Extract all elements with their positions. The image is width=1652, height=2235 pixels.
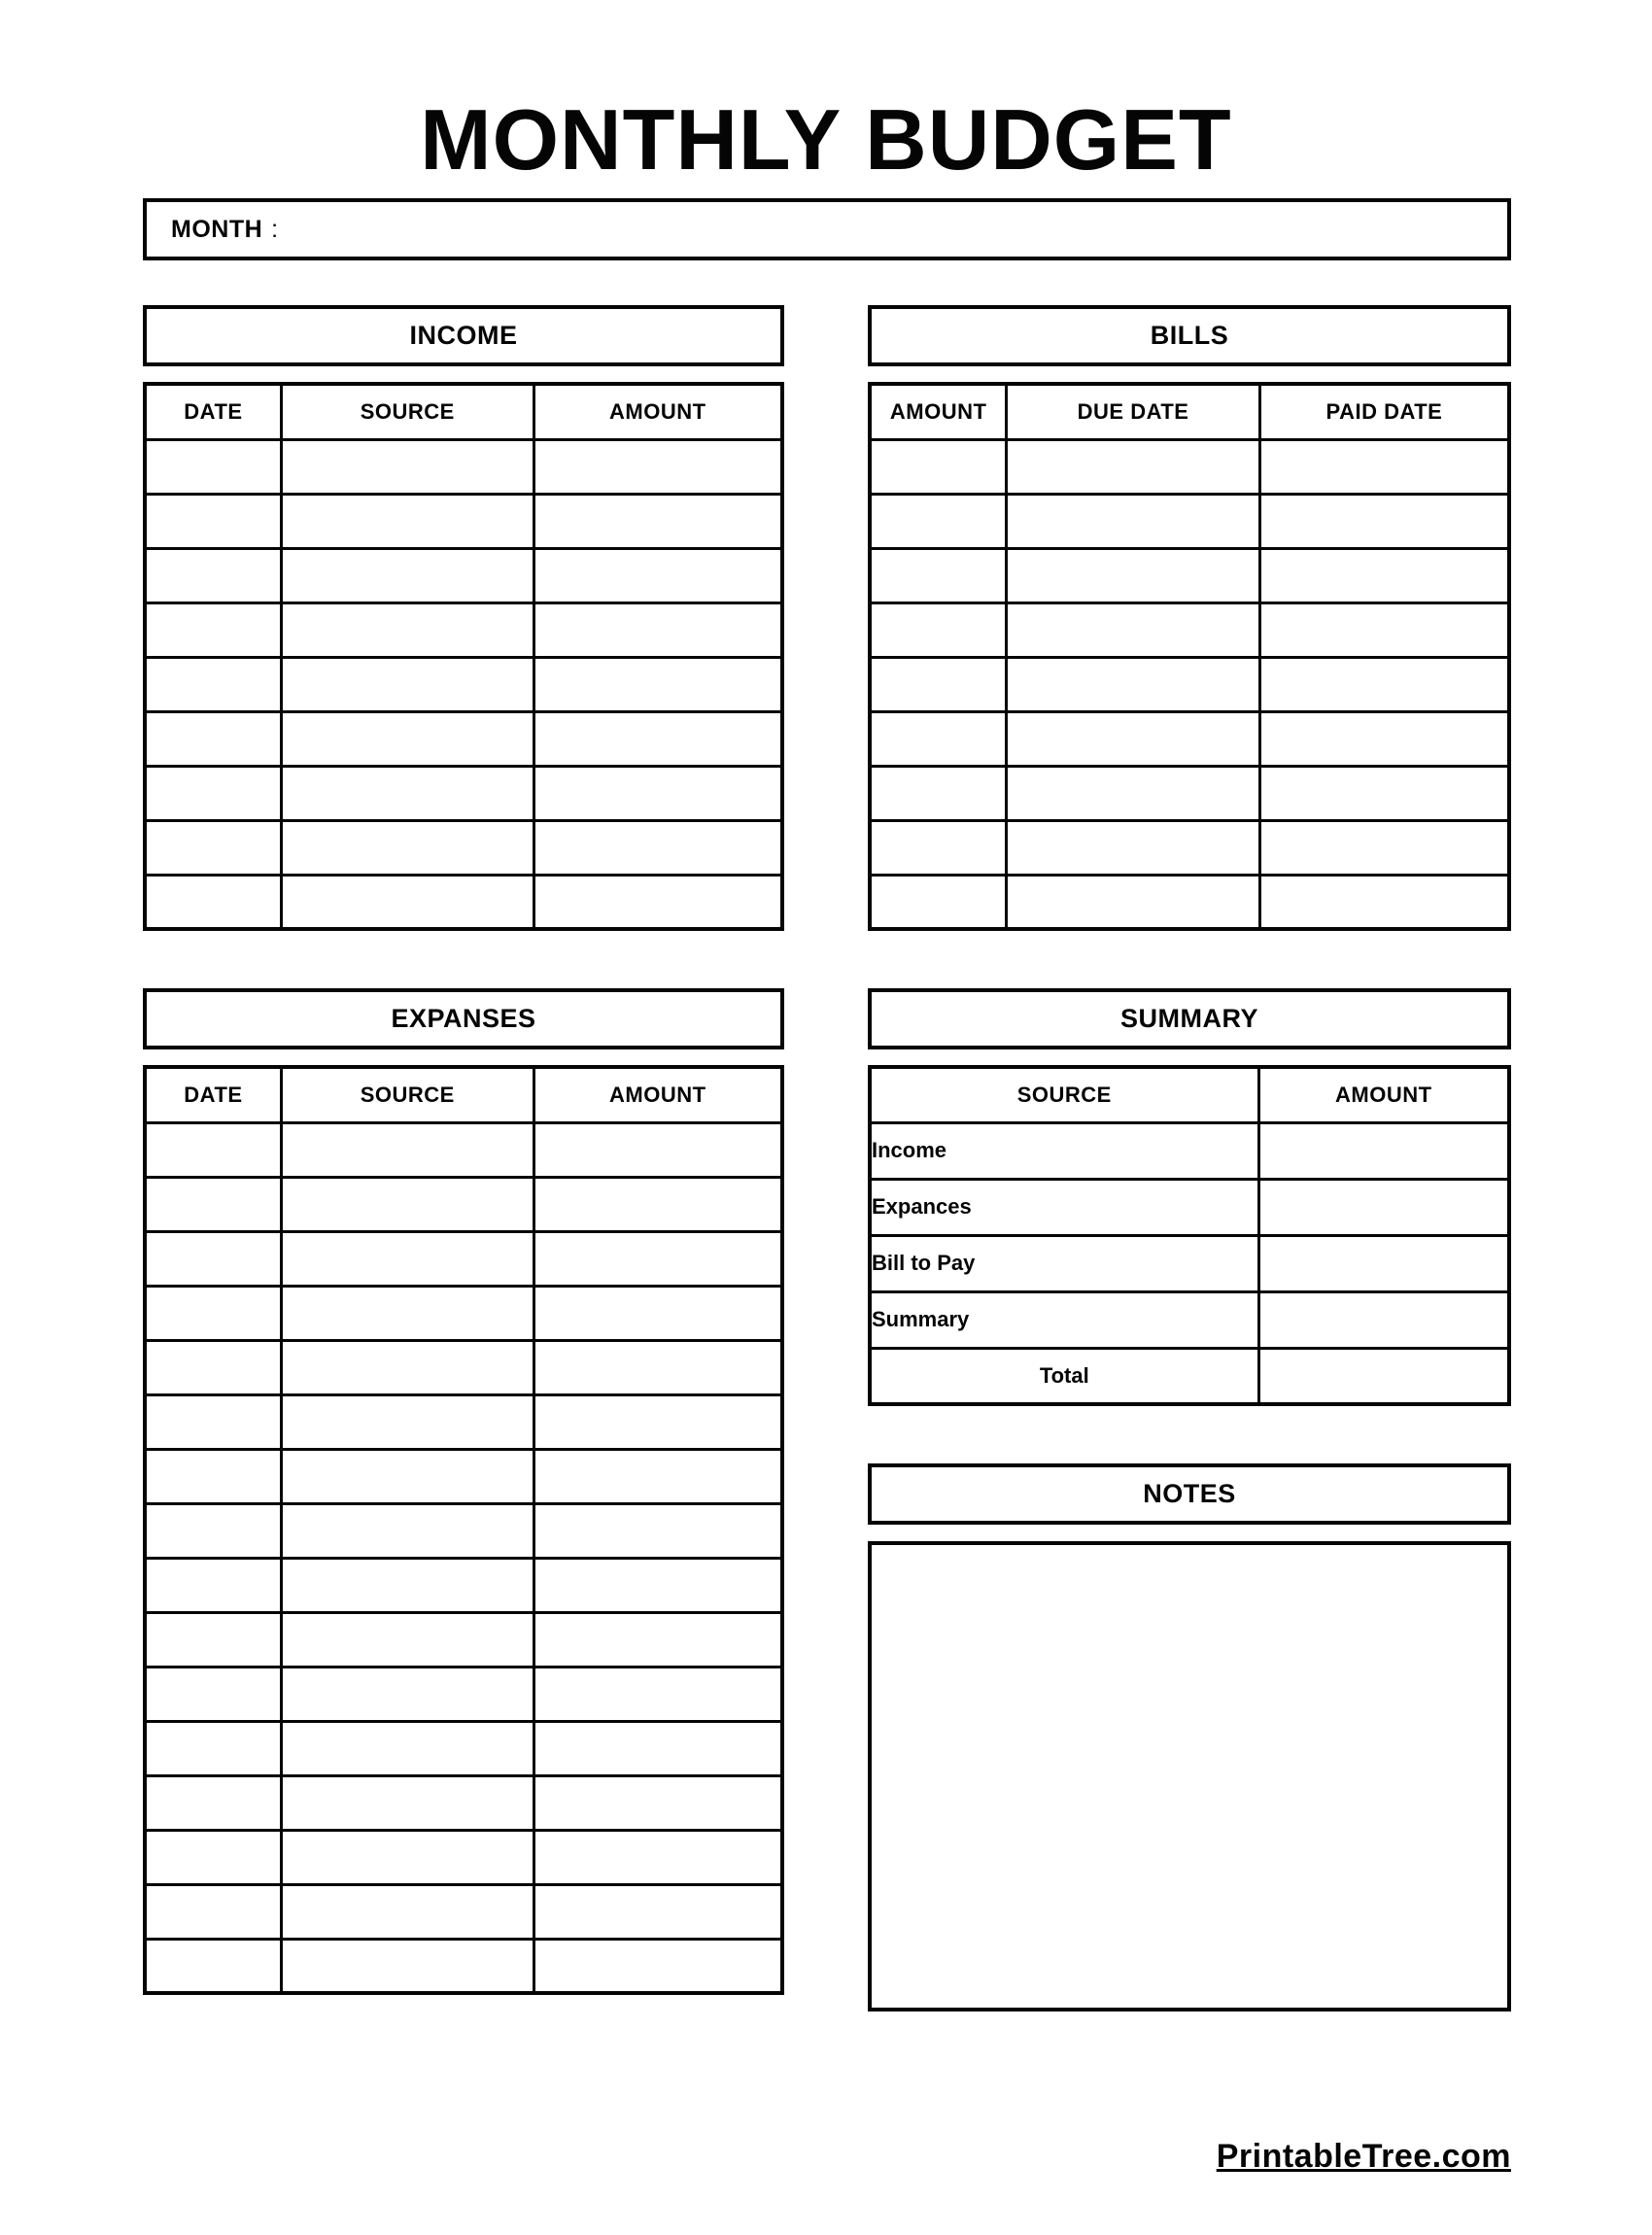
income-empty-row — [145, 494, 782, 548]
bills-cell-amount — [870, 602, 1007, 657]
income-col-source: SOURCE — [281, 384, 533, 439]
income-cell-source — [281, 875, 533, 929]
expanses-cell-date — [145, 1231, 281, 1286]
income-empty-row — [145, 820, 782, 875]
summary-row-summary — [870, 1291, 1509, 1348]
bills-empty-row — [870, 602, 1509, 657]
expanses-col-source: SOURCE — [281, 1067, 533, 1122]
bills-section-title: BILLS — [1150, 321, 1229, 350]
expanses-empty-row — [145, 1286, 782, 1340]
expanses-cell-source — [281, 1394, 533, 1449]
summary-label-bill-to-pay: Bill to Pay — [870, 1235, 1258, 1291]
expanses-cell-amount — [533, 1122, 782, 1177]
expanses-empty-row — [145, 1830, 782, 1884]
bills-cell-paid-date — [1259, 602, 1509, 657]
bills-cell-paid-date — [1259, 875, 1509, 929]
expanses-empty-row — [145, 1884, 782, 1939]
bills-cell-amount — [870, 820, 1007, 875]
income-cell-date — [145, 548, 281, 602]
summary-section-title-box — [868, 988, 1511, 1049]
expanses-cell-source — [281, 1558, 533, 1612]
expanses-col-date: DATE — [145, 1067, 281, 1122]
summary-label-total: Total — [870, 1348, 1258, 1404]
expanses-cell-source — [281, 1286, 533, 1340]
expanses-empty-row — [145, 1612, 782, 1667]
page-title: MONTHLY BUDGET — [420, 91, 1232, 188]
expanses-cell-date — [145, 1449, 281, 1503]
income-cell-date — [145, 494, 281, 548]
income-section-title: INCOME — [409, 321, 518, 350]
bills-cell-due-date — [1007, 602, 1260, 657]
expanses-cell-source — [281, 1939, 533, 1993]
expanses-cell-date — [145, 1612, 281, 1667]
expanses-cell-source — [281, 1884, 533, 1939]
summary-label-summary: Summary — [870, 1291, 1258, 1348]
expanses-cell-date — [145, 1775, 281, 1830]
left-column — [143, 305, 784, 2012]
expanses-empty-row — [145, 1939, 782, 1993]
summary-row-expances — [870, 1179, 1509, 1235]
income-cell-source — [281, 548, 533, 602]
income-cell-source — [281, 602, 533, 657]
expanses-cell-amount — [533, 1340, 782, 1394]
income-empty-row — [145, 439, 782, 494]
income-cell-source — [281, 820, 533, 875]
expanses-empty-row — [145, 1558, 782, 1612]
bills-cell-due-date — [1007, 657, 1260, 711]
bills-cell-paid-date — [1259, 439, 1509, 494]
content-columns — [143, 305, 1511, 2012]
income-cell-date — [145, 602, 281, 657]
expanses-cell-date — [145, 1884, 281, 1939]
income-cell-date — [145, 875, 281, 929]
expanses-cell-date — [145, 1721, 281, 1775]
income-cell-source — [281, 439, 533, 494]
income-table — [143, 382, 784, 931]
income-cell-date — [145, 439, 281, 494]
expanses-cell-source — [281, 1340, 533, 1394]
expanses-cell-date — [145, 1340, 281, 1394]
expanses-empty-row — [145, 1775, 782, 1830]
expanses-empty-row — [145, 1449, 782, 1503]
expanses-cell-source — [281, 1503, 533, 1558]
bills-cell-amount — [870, 494, 1007, 548]
expanses-cell-source — [281, 1231, 533, 1286]
expanses-cell-amount — [533, 1449, 782, 1503]
expanses-cell-amount — [533, 1884, 782, 1939]
expanses-cell-amount — [533, 1667, 782, 1721]
income-empty-row — [145, 875, 782, 929]
summary-section-title: SUMMARY — [1120, 1004, 1258, 1033]
bills-cell-paid-date — [1259, 711, 1509, 766]
expanses-empty-row — [145, 1340, 782, 1394]
income-empty-row — [145, 602, 782, 657]
budget-template-page — [0, 91, 1652, 2235]
notes-writing-area — [868, 1541, 1511, 2012]
income-cell-date — [145, 657, 281, 711]
expanses-cell-amount — [533, 1177, 782, 1231]
expanses-empty-row — [145, 1667, 782, 1721]
expanses-col-amount: AMOUNT — [533, 1067, 782, 1122]
bills-empty-row — [870, 875, 1509, 929]
income-cell-amount — [533, 548, 782, 602]
bills-cell-paid-date — [1259, 548, 1509, 602]
bills-empty-row — [870, 439, 1509, 494]
income-cell-date — [145, 711, 281, 766]
summary-label-expances: Expances — [870, 1179, 1258, 1235]
income-cell-date — [145, 766, 281, 820]
expanses-cell-amount — [533, 1721, 782, 1775]
expanses-cell-date — [145, 1830, 281, 1884]
expanses-cell-amount — [533, 1939, 782, 1993]
bills-empty-row — [870, 657, 1509, 711]
bills-cell-due-date — [1007, 548, 1260, 602]
expanses-cell-source — [281, 1775, 533, 1830]
income-cell-amount — [533, 711, 782, 766]
footer-site-link[interactable]: PrintableTree.com — [1216, 2138, 1511, 2175]
bills-cell-amount — [870, 875, 1007, 929]
expanses-cell-source — [281, 1667, 533, 1721]
bills-empty-row — [870, 548, 1509, 602]
income-cell-source — [281, 657, 533, 711]
summary-table — [868, 1065, 1511, 1406]
expanses-cell-date — [145, 1667, 281, 1721]
month-field-box — [143, 198, 1511, 260]
expanses-empty-row — [145, 1503, 782, 1558]
income-cell-source — [281, 766, 533, 820]
notes-section-title-box — [868, 1463, 1511, 1525]
bills-cell-amount — [870, 766, 1007, 820]
expanses-cell-source — [281, 1721, 533, 1775]
notes-section-title: NOTES — [1143, 1479, 1236, 1508]
expanses-cell-amount — [533, 1394, 782, 1449]
income-empty-row — [145, 548, 782, 602]
expanses-table — [143, 1065, 784, 1995]
summary-row-income — [870, 1122, 1509, 1179]
expanses-empty-row — [145, 1177, 782, 1231]
expanses-cell-amount — [533, 1558, 782, 1612]
summary-amount-summary — [1258, 1291, 1509, 1348]
summary-row-bill-to-pay — [870, 1235, 1509, 1291]
income-empty-row — [145, 657, 782, 711]
bills-cell-due-date — [1007, 766, 1260, 820]
bills-cell-due-date — [1007, 711, 1260, 766]
income-cell-amount — [533, 875, 782, 929]
expanses-cell-source — [281, 1830, 533, 1884]
income-cell-date — [145, 820, 281, 875]
month-fill-in-area — [278, 202, 1507, 257]
bills-cell-amount — [870, 548, 1007, 602]
expanses-empty-row — [145, 1231, 782, 1286]
month-colon: : — [271, 215, 279, 243]
income-empty-row — [145, 766, 782, 820]
bills-cell-paid-date — [1259, 494, 1509, 548]
expanses-cell-date — [145, 1503, 281, 1558]
bills-cell-due-date — [1007, 439, 1260, 494]
expanses-cell-date — [145, 1558, 281, 1612]
bills-cell-due-date — [1007, 494, 1260, 548]
summary-row-total — [870, 1348, 1509, 1404]
bills-cell-amount — [870, 657, 1007, 711]
summary-col-source: SOURCE — [870, 1067, 1258, 1122]
bills-table — [868, 382, 1511, 931]
expanses-cell-amount — [533, 1775, 782, 1830]
summary-amount-expances — [1258, 1179, 1509, 1235]
bills-cell-paid-date — [1259, 820, 1509, 875]
expanses-cell-source — [281, 1449, 533, 1503]
income-cell-amount — [533, 439, 782, 494]
expanses-cell-amount — [533, 1612, 782, 1667]
summary-amount-bill-to-pay — [1258, 1235, 1509, 1291]
bills-cell-due-date — [1007, 875, 1260, 929]
summary-amount-income — [1258, 1122, 1509, 1179]
expanses-cell-amount — [533, 1503, 782, 1558]
income-cell-amount — [533, 766, 782, 820]
right-column — [868, 305, 1511, 2012]
expanses-cell-amount — [533, 1830, 782, 1884]
income-col-amount: AMOUNT — [533, 384, 782, 439]
bills-header-row — [870, 384, 1509, 439]
bills-empty-row — [870, 820, 1509, 875]
income-col-date: DATE — [145, 384, 281, 439]
income-cell-amount — [533, 820, 782, 875]
expanses-empty-row — [145, 1721, 782, 1775]
expanses-empty-row — [145, 1122, 782, 1177]
summary-col-amount: AMOUNT — [1258, 1067, 1509, 1122]
expanses-cell-source — [281, 1612, 533, 1667]
bills-col-paid-date: PAID DATE — [1259, 384, 1509, 439]
summary-header-row — [870, 1067, 1509, 1122]
expanses-cell-date — [145, 1122, 281, 1177]
bills-empty-row — [870, 711, 1509, 766]
expanses-section-title-box — [143, 988, 784, 1049]
bills-cell-amount — [870, 711, 1007, 766]
bills-cell-due-date — [1007, 820, 1260, 875]
income-cell-amount — [533, 494, 782, 548]
bills-empty-row — [870, 766, 1509, 820]
bills-cell-paid-date — [1259, 766, 1509, 820]
bills-empty-row — [870, 494, 1509, 548]
income-empty-row — [145, 711, 782, 766]
bills-cell-amount — [870, 439, 1007, 494]
expanses-cell-amount — [533, 1231, 782, 1286]
expanses-section-title: EXPANSES — [391, 1004, 536, 1033]
expanses-header-row — [145, 1067, 782, 1122]
income-cell-amount — [533, 602, 782, 657]
expanses-cell-source — [281, 1177, 533, 1231]
bills-col-due-date: DUE DATE — [1007, 384, 1260, 439]
income-cell-amount — [533, 657, 782, 711]
month-label: MONTH — [171, 215, 263, 243]
expanses-cell-date — [145, 1177, 281, 1231]
income-cell-source — [281, 494, 533, 548]
summary-label-income: Income — [870, 1122, 1258, 1179]
expanses-empty-row — [145, 1394, 782, 1449]
expanses-cell-date — [145, 1286, 281, 1340]
income-cell-source — [281, 711, 533, 766]
summary-amount-total — [1258, 1348, 1509, 1404]
expanses-cell-source — [281, 1122, 533, 1177]
bills-cell-paid-date — [1259, 657, 1509, 711]
expanses-cell-amount — [533, 1286, 782, 1340]
expanses-cell-date — [145, 1394, 281, 1449]
income-header-row — [145, 384, 782, 439]
bills-col-amount: AMOUNT — [870, 384, 1007, 439]
expanses-cell-date — [145, 1939, 281, 1993]
bills-section-title-box — [868, 305, 1511, 366]
income-section-title-box — [143, 305, 784, 366]
